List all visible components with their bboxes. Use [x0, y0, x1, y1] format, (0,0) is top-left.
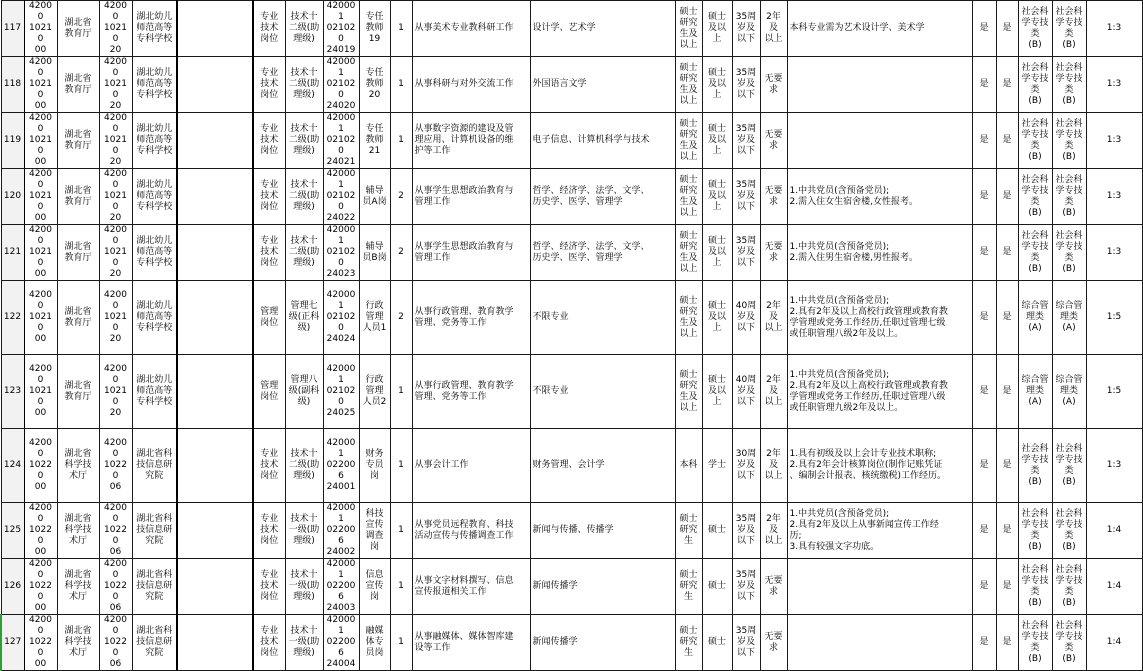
exam-category-1-cell[interactable]: 社会科 学专技 类 (B) [1018, 503, 1052, 559]
department-code-cell[interactable]: 42000 10210 00 [24, 281, 57, 355]
position-level-cell[interactable]: 技术十 一级(助 理级) [285, 503, 323, 559]
department-name-cell[interactable]: 湖北省 教育厅 [57, 57, 99, 113]
position-type-cell[interactable]: 专业 技术 岗位 [253, 559, 285, 615]
row-number-cell[interactable]: 118 [1, 57, 24, 113]
table-row [1, 113, 1142, 169]
other-requirements-cell[interactable]: 1.具有初级及以上会计专业技术职称; 2.具有2年会计核算岗位(制作记账凭证 、编制会计报表、核统缴税)工作经历。 [787, 429, 972, 503]
flag-2-cell[interactable]: 是 [996, 281, 1018, 355]
interview-ratio-cell[interactable]: 1:5 [1086, 355, 1142, 429]
job-duty-cell[interactable]: 从事数字资源的建设及管 理应用、计算机设备的维 护等工作 [412, 113, 530, 169]
department-code-cell[interactable]: 42000 10210 00 [24, 355, 57, 429]
hiring-count-cell[interactable]: 1 [390, 113, 412, 169]
position-level-cell[interactable]: 技术十 二级(助 理级) [285, 225, 323, 281]
hidden-column-cell[interactable] [177, 225, 253, 281]
row-number-cell[interactable]: 117 [1, 1, 24, 57]
other-requirements-cell[interactable] [787, 615, 972, 671]
position-code-cell[interactable]: 420001 022006 24003 [323, 559, 359, 615]
hidden-column-cell[interactable] [177, 615, 253, 671]
position-code-cell[interactable]: 420001 022006 24004 [323, 615, 359, 671]
unit-code-cell[interactable]: 42000 10210 20 [99, 1, 132, 57]
hidden-column-cell[interactable] [177, 113, 253, 169]
age-requirement-cell[interactable]: 35周 岁及 以下 [732, 225, 760, 281]
other-requirements-cell[interactable]: 本科专业需为艺术设计学、美术学 [787, 1, 972, 57]
department-code-cell[interactable]: 42000 10220 00 [24, 429, 57, 503]
age-requirement-cell[interactable]: 35周 岁及 以下 [732, 57, 760, 113]
position-code-cell[interactable]: 420001 022006 24002 [323, 503, 359, 559]
interview-ratio-cell[interactable]: 1:3 [1086, 57, 1142, 113]
department-name-cell[interactable]: 湖北省 教育厅 [57, 113, 99, 169]
position-code-cell[interactable]: 420001 021020 24024 [323, 281, 359, 355]
education-requirement-cell[interactable]: 硕士 研究 生及 以上 [675, 355, 702, 429]
position-name-cell[interactable]: 专任 教师 19 [359, 1, 390, 57]
position-level-cell[interactable]: 技术十 二级(助 理级) [285, 113, 323, 169]
flag-1-cell[interactable]: 是 [972, 169, 996, 225]
hiring-count-cell[interactable]: 1 [390, 1, 412, 57]
flag-2-cell[interactable]: 是 [996, 57, 1018, 113]
hidden-column-cell[interactable] [177, 1, 253, 57]
position-type-cell[interactable]: 专业 技术 岗位 [253, 225, 285, 281]
exam-category-1-cell[interactable]: 社会科 学专技 类 (B) [1018, 615, 1052, 671]
experience-requirement-cell[interactable]: 无要 求 [760, 225, 787, 281]
row-number-cell[interactable]: 124 [1, 429, 24, 503]
flag-2-cell[interactable]: 是 [996, 1, 1018, 57]
education-requirement-cell[interactable]: 硕士 研究 生 [675, 559, 702, 615]
exam-category-2-cell[interactable]: 社会科 学专技 类 (B) [1052, 1, 1086, 57]
age-requirement-cell[interactable]: 35周 岁及 以下 [732, 559, 760, 615]
interview-ratio-cell[interactable]: 1:3 [1086, 225, 1142, 281]
department-name-cell[interactable]: 湖北省 教育厅 [57, 225, 99, 281]
hiring-count-cell[interactable]: 2 [390, 225, 412, 281]
table-row [1, 169, 1142, 225]
job-duty-cell[interactable]: 从事美术专业教科研工作 [412, 1, 530, 57]
position-level-cell[interactable]: 管理七 级(正科 级) [285, 281, 323, 355]
hiring-count-cell[interactable]: 2 [390, 169, 412, 225]
position-type-cell[interactable]: 专业 技术 岗位 [253, 1, 285, 57]
experience-requirement-cell[interactable]: 无要 求 [760, 169, 787, 225]
exam-category-1-cell[interactable]: 社会科 学专技 类 (B) [1018, 225, 1052, 281]
interview-ratio-cell[interactable]: 1:4 [1086, 503, 1142, 559]
major-requirement-cell[interactable]: 电子信息、计算机科学与技术 [530, 113, 675, 169]
interview-ratio-cell[interactable]: 1:4 [1086, 559, 1142, 615]
unit-code-cell[interactable]: 42000 10210 20 [99, 281, 132, 355]
interview-ratio-cell[interactable]: 1:3 [1086, 113, 1142, 169]
table-row [1, 503, 1142, 559]
experience-requirement-cell[interactable]: 2年及 以上 [760, 355, 787, 429]
unit-code-cell[interactable]: 42000 10210 20 [99, 113, 132, 169]
degree-requirement-cell[interactable]: 硕士 及以 上 [702, 57, 732, 113]
flag-2-cell[interactable]: 是 [996, 503, 1018, 559]
department-name-cell[interactable]: 湖北省 教育厅 [57, 169, 99, 225]
major-requirement-cell[interactable]: 财务管理、会计学 [530, 429, 675, 503]
hidden-column-cell[interactable] [177, 169, 253, 225]
education-requirement-cell[interactable]: 硕士 研究 生及 以上 [675, 169, 702, 225]
exam-category-1-cell[interactable]: 社会科 学专技 类 (B) [1018, 1, 1052, 57]
exam-category-1-cell[interactable]: 综合管 理类 (A) [1018, 281, 1052, 355]
other-requirements-cell[interactable]: 1.中共党员(含预备党员); 2.具有2年及以上高校行政管理或教育教 学管理或党务工作经历,任职过管理七级 或任职管理八级2年及以上。 [787, 281, 972, 355]
position-type-cell[interactable]: 专业 技术 岗位 [253, 57, 285, 113]
major-requirement-cell[interactable]: 设计学、艺术学 [530, 1, 675, 57]
exam-category-2-cell[interactable]: 综合管 理类 (A) [1052, 355, 1086, 429]
position-name-cell[interactable]: 科技 宣传 调查 岗 [359, 503, 390, 559]
exam-category-2-cell[interactable]: 综合管 理类 (A) [1052, 281, 1086, 355]
degree-requirement-cell[interactable]: 硕士 及以 上 [702, 113, 732, 169]
department-code-cell[interactable]: 42000 10210 00 [24, 113, 57, 169]
degree-requirement-cell[interactable]: 硕士 及以 上 [702, 355, 732, 429]
position-code-cell[interactable]: 420001 021020 24023 [323, 225, 359, 281]
interview-ratio-cell[interactable]: 1:3 [1086, 169, 1142, 225]
department-code-cell[interactable]: 42000 10220 00 [24, 559, 57, 615]
degree-requirement-cell[interactable]: 硕士 [702, 615, 732, 671]
major-requirement-cell[interactable]: 新闻传播学 [530, 559, 675, 615]
degree-requirement-cell[interactable]: 硕士 [702, 503, 732, 559]
job-duty-cell[interactable]: 从事行政管理、教育教学 管理、党务等工作 [412, 281, 530, 355]
position-code-cell[interactable]: 420001 021020 24021 [323, 113, 359, 169]
interview-ratio-cell[interactable]: 1:5 [1086, 281, 1142, 355]
exam-category-1-cell[interactable]: 社会科 学专技 类 (B) [1018, 429, 1052, 503]
flag-1-cell[interactable]: 是 [972, 281, 996, 355]
position-level-cell[interactable]: 技术十 二级(助 理级) [285, 1, 323, 57]
position-name-cell[interactable]: 财务 专员 岗 [359, 429, 390, 503]
education-requirement-cell[interactable]: 硕士 研究 生及 以上 [675, 1, 702, 57]
table-row [1, 559, 1142, 615]
hidden-column-cell[interactable] [177, 281, 253, 355]
position-code-cell[interactable]: 420001 021020 24025 [323, 355, 359, 429]
age-requirement-cell[interactable]: 35周 岁及 以下 [732, 169, 760, 225]
position-type-cell[interactable]: 专业 技术 岗位 [253, 113, 285, 169]
education-requirement-cell[interactable]: 硕士 研究 生及 以上 [675, 281, 702, 355]
hiring-count-cell[interactable]: 1 [390, 57, 412, 113]
unit-code-cell[interactable]: 42000 10210 20 [99, 57, 132, 113]
experience-requirement-cell[interactable]: 2年及 以上 [760, 503, 787, 559]
department-name-cell[interactable]: 湖北省 科学技 术厅 [57, 503, 99, 559]
other-requirements-cell[interactable]: 1.中共党员(含预备党员); 2.具有2年及以上从事新闻宣传工作经 历; 3.具有较强文字功底。 [787, 503, 972, 559]
other-requirements-cell[interactable] [787, 113, 972, 169]
experience-requirement-cell[interactable]: 无要 求 [760, 615, 787, 671]
position-type-cell[interactable]: 管理 岗位 [253, 355, 285, 429]
major-requirement-cell[interactable]: 不限专业 [530, 281, 675, 355]
hidden-column-cell[interactable] [177, 57, 253, 113]
age-requirement-cell[interactable]: 40周 岁及 以下 [732, 355, 760, 429]
age-requirement-cell[interactable]: 40周 岁及 以下 [732, 281, 760, 355]
position-code-cell[interactable]: 420001 021020 24020 [323, 57, 359, 113]
position-level-cell[interactable]: 技术十 二级(助 理级) [285, 169, 323, 225]
experience-requirement-cell[interactable]: 2年及 以上 [760, 429, 787, 503]
experience-requirement-cell[interactable]: 无要 求 [760, 113, 787, 169]
major-requirement-cell[interactable]: 不限专业 [530, 355, 675, 429]
position-level-cell[interactable]: 技术十 一级(助 理级) [285, 615, 323, 671]
unit-code-cell[interactable]: 42000 10210 20 [99, 169, 132, 225]
job-duty-cell[interactable]: 从事党员远程教育、科技 活动宣传与传播调查工作 [412, 503, 530, 559]
department-code-cell[interactable]: 42000 10210 00 [24, 169, 57, 225]
table-row [1, 429, 1142, 503]
table-row [1, 225, 1142, 281]
exam-category-2-cell[interactable]: 社会科 学专技 类 (B) [1052, 57, 1086, 113]
exam-category-2-cell[interactable]: 社会科 学专技 类 (B) [1052, 169, 1086, 225]
major-requirement-cell[interactable]: 新闻传播学 [530, 615, 675, 671]
position-name-cell[interactable]: 信息 宣传 岗 [359, 559, 390, 615]
education-requirement-cell[interactable]: 硕士 研究 生及 以上 [675, 113, 702, 169]
degree-requirement-cell[interactable]: 硕士 [702, 559, 732, 615]
position-level-cell[interactable]: 管理八 级(副科 级) [285, 355, 323, 429]
unit-code-cell[interactable]: 42000 10220 06 [99, 615, 132, 671]
flag-1-cell[interactable]: 是 [972, 503, 996, 559]
unit-name-cell[interactable]: 湖北幼儿 师范高等 专科学校 [132, 113, 177, 169]
education-requirement-cell[interactable]: 硕士 研究 生及 以上 [675, 57, 702, 113]
exam-category-2-cell[interactable]: 社会科 学专技 类 (B) [1052, 559, 1086, 615]
flag-1-cell[interactable]: 是 [972, 113, 996, 169]
experience-requirement-cell[interactable]: 2年及 以上 [760, 281, 787, 355]
job-duty-cell[interactable]: 从事学生思想政治教育与 管理工作 [412, 169, 530, 225]
unit-name-cell[interactable]: 湖北省科 技信息研 究院 [132, 429, 177, 503]
position-name-cell[interactable]: 专任 教师 21 [359, 113, 390, 169]
position-name-cell[interactable]: 辅导 员B岗 [359, 225, 390, 281]
department-name-cell[interactable]: 湖北省 教育厅 [57, 355, 99, 429]
flag-1-cell[interactable]: 是 [972, 57, 996, 113]
row-number-cell[interactable]: 121 [1, 225, 24, 281]
hiring-count-cell[interactable]: 1 [390, 615, 412, 671]
unit-name-cell[interactable]: 湖北幼儿 师范高等 专科学校 [132, 57, 177, 113]
other-requirements-cell[interactable] [787, 559, 972, 615]
position-code-cell[interactable]: 420001 021020 24019 [323, 1, 359, 57]
flag-1-cell[interactable]: 是 [972, 559, 996, 615]
experience-requirement-cell[interactable]: 无要 求 [760, 57, 787, 113]
age-requirement-cell[interactable]: 35周 岁及 以下 [732, 1, 760, 57]
table-row [1, 355, 1142, 429]
unit-name-cell[interactable]: 湖北幼儿 师范高等 专科学校 [132, 281, 177, 355]
department-code-cell[interactable]: 42000 10210 00 [24, 1, 57, 57]
major-requirement-cell[interactable]: 外国语言文学 [530, 57, 675, 113]
hiring-count-cell[interactable]: 1 [390, 503, 412, 559]
department-code-cell[interactable]: 42000 10210 00 [24, 225, 57, 281]
exam-category-2-cell[interactable]: 社会科 学专技 类 (B) [1052, 503, 1086, 559]
major-requirement-cell[interactable]: 哲学、经济学、法学、文学、 历史学、医学、管理学 [530, 169, 675, 225]
flag-2-cell[interactable]: 是 [996, 355, 1018, 429]
department-name-cell[interactable]: 湖北省 科学技 术厅 [57, 559, 99, 615]
other-requirements-cell[interactable] [787, 57, 972, 113]
hidden-column-cell[interactable] [177, 503, 253, 559]
experience-requirement-cell[interactable]: 2年及 以上 [760, 1, 787, 57]
row-number-cell[interactable]: 123 [1, 355, 24, 429]
flag-1-cell[interactable]: 是 [972, 615, 996, 671]
interview-ratio-cell[interactable]: 1:4 [1086, 615, 1142, 671]
department-name-cell[interactable]: 湖北省 教育厅 [57, 281, 99, 355]
flag-2-cell[interactable]: 是 [996, 559, 1018, 615]
position-code-cell[interactable]: 420001 022006 24001 [323, 429, 359, 503]
flag-2-cell[interactable]: 是 [996, 615, 1018, 671]
table-row [1, 281, 1142, 355]
unit-code-cell[interactable]: 42000 10220 06 [99, 559, 132, 615]
position-name-cell[interactable]: 融媒 体专 员岗 [359, 615, 390, 671]
job-duty-cell[interactable]: 从事行政管理、教育教学 管理、党务等工作 [412, 355, 530, 429]
position-type-cell[interactable]: 专业 技术 岗位 [253, 169, 285, 225]
flag-1-cell[interactable]: 是 [972, 225, 996, 281]
hidden-column-cell[interactable] [177, 355, 253, 429]
position-name-cell[interactable]: 专任 教师 20 [359, 57, 390, 113]
position-level-cell[interactable]: 技术十 一级(助 理级) [285, 559, 323, 615]
exam-category-1-cell[interactable]: 综合管 理类 (A) [1018, 355, 1052, 429]
education-requirement-cell[interactable]: 硕士 研究 生及 以上 [675, 225, 702, 281]
unit-code-cell[interactable]: 42000 10210 20 [99, 355, 132, 429]
position-level-cell[interactable]: 技术十 二级(助 理级) [285, 57, 323, 113]
exam-category-1-cell[interactable]: 社会科 学专技 类 (B) [1018, 169, 1052, 225]
major-requirement-cell[interactable]: 新闻与传播、传播学 [530, 503, 675, 559]
degree-requirement-cell[interactable]: 硕士 及以 上 [702, 225, 732, 281]
degree-requirement-cell[interactable]: 硕士 及以 上 [702, 1, 732, 57]
position-code-cell[interactable]: 420001 021020 24022 [323, 169, 359, 225]
department-name-cell[interactable]: 湖北省 教育厅 [57, 1, 99, 57]
degree-requirement-cell[interactable]: 硕士 及以 上 [702, 169, 732, 225]
degree-requirement-cell[interactable]: 学士 [702, 429, 732, 503]
job-duty-cell[interactable]: 从事学生思想政治教育与 管理工作 [412, 225, 530, 281]
position-name-cell[interactable]: 行政 管理 人员1 [359, 281, 390, 355]
other-requirements-cell[interactable]: 1.中共党员(含预备党员); 2.具有2年及以上高校行政管理或教育教 学管理或党务工作经历,任职过管理八级 或任职管理九级2年及以上。 [787, 355, 972, 429]
exam-category-1-cell[interactable]: 社会科 学专技 类 (B) [1018, 559, 1052, 615]
job-duty-cell[interactable]: 从事科研与对外交流工作 [412, 57, 530, 113]
row-number-cell[interactable]: 126 [1, 559, 24, 615]
unit-name-cell[interactable]: 湖北幼儿 师范高等 专科学校 [132, 225, 177, 281]
row-number-cell[interactable]: 122 [1, 281, 24, 355]
hidden-column-cell[interactable] [177, 429, 253, 503]
job-duty-cell[interactable]: 从事文字材料撰写、信息 宣传报道相关工作 [412, 559, 530, 615]
unit-name-cell[interactable]: 湖北省科 技信息研 究院 [132, 559, 177, 615]
age-requirement-cell[interactable]: 30周 岁及 以下 [732, 429, 760, 503]
exam-category-1-cell[interactable]: 社会科 学专技 类 (B) [1018, 57, 1052, 113]
department-name-cell[interactable]: 湖北省 科学技 术厅 [57, 429, 99, 503]
table-row [1, 57, 1142, 113]
major-requirement-cell[interactable]: 哲学、经济学、法学、文学、 历史学、医学、管理学 [530, 225, 675, 281]
unit-code-cell[interactable]: 42000 10220 06 [99, 429, 132, 503]
hiring-count-cell[interactable]: 1 [390, 559, 412, 615]
unit-name-cell[interactable]: 湖北幼儿 师范高等 专科学校 [132, 1, 177, 57]
exam-category-1-cell[interactable]: 社会科 学专技 类 (B) [1018, 113, 1052, 169]
row-number-cell[interactable]: 127 [1, 615, 24, 671]
department-code-cell[interactable]: 42000 10220 00 [24, 503, 57, 559]
position-name-cell[interactable]: 辅导 员A岗 [359, 169, 390, 225]
flag-1-cell[interactable]: 是 [972, 429, 996, 503]
other-requirements-cell[interactable]: 1.中共党员(含预备党员); 2.需入住男生宿舍楼,男性报考。 [787, 225, 972, 281]
flag-1-cell[interactable]: 是 [972, 355, 996, 429]
row-number-cell[interactable]: 120 [1, 169, 24, 225]
position-type-cell[interactable]: 专业 技术 岗位 [253, 429, 285, 503]
flag-1-cell[interactable]: 是 [972, 1, 996, 57]
exam-category-2-cell[interactable]: 社会科 学专技 类 (B) [1052, 615, 1086, 671]
hiring-count-cell[interactable]: 2 [390, 281, 412, 355]
education-requirement-cell[interactable]: 本科 [675, 429, 702, 503]
unit-name-cell[interactable]: 湖北幼儿 师范高等 专科学校 [132, 169, 177, 225]
flag-2-cell[interactable]: 是 [996, 225, 1018, 281]
unit-code-cell[interactable]: 42000 10220 06 [99, 503, 132, 559]
flag-2-cell[interactable]: 是 [996, 429, 1018, 503]
unit-code-cell[interactable]: 42000 10210 20 [99, 225, 132, 281]
table-row [1, 615, 1142, 671]
job-duty-cell[interactable]: 从事会计工作 [412, 429, 530, 503]
interview-ratio-cell[interactable]: 1:3 [1086, 429, 1142, 503]
hiring-count-cell[interactable]: 1 [390, 355, 412, 429]
department-name-cell[interactable]: 湖北省 科学技 术厅 [57, 615, 99, 671]
degree-requirement-cell[interactable]: 硕士 及以 上 [702, 281, 732, 355]
row-number-cell[interactable]: 125 [1, 503, 24, 559]
position-name-cell[interactable]: 行政 管理 人员2 [359, 355, 390, 429]
exam-category-2-cell[interactable]: 社会科 学专技 类 (B) [1052, 225, 1086, 281]
department-code-cell[interactable]: 42000 10220 00 [24, 615, 57, 671]
interview-ratio-cell[interactable]: 1:3 [1086, 1, 1142, 57]
flag-2-cell[interactable]: 是 [996, 113, 1018, 169]
position-type-cell[interactable]: 专业 技术 岗位 [253, 503, 285, 559]
department-code-cell[interactable]: 42000 10210 00 [24, 57, 57, 113]
hiring-count-cell[interactable]: 1 [390, 429, 412, 503]
position-type-cell[interactable]: 专业 技术 岗位 [253, 615, 285, 671]
experience-requirement-cell[interactable]: 无要 求 [760, 559, 787, 615]
unit-name-cell[interactable]: 湖北幼儿 师范高等 专科学校 [132, 355, 177, 429]
position-type-cell[interactable]: 管理 岗位 [253, 281, 285, 355]
table-row [1, 1, 1142, 57]
unit-name-cell[interactable]: 湖北省科 技信息研 究院 [132, 615, 177, 671]
flag-2-cell[interactable]: 是 [996, 169, 1018, 225]
education-requirement-cell[interactable]: 硕士 研究 生 [675, 503, 702, 559]
unit-name-cell[interactable]: 湖北省科 技信息研 究院 [132, 503, 177, 559]
row-number-cell[interactable]: 119 [1, 113, 24, 169]
age-requirement-cell[interactable]: 35周 岁及 以下 [732, 615, 760, 671]
position-level-cell[interactable]: 技术十 二级(助 理级) [285, 429, 323, 503]
other-requirements-cell[interactable]: 1.中共党员(含预备党员); 2.需入住女生宿舍楼,女性报考。 [787, 169, 972, 225]
education-requirement-cell[interactable]: 硕士 研究 生 [675, 615, 702, 671]
exam-category-2-cell[interactable]: 社会科 学专技 类 (B) [1052, 429, 1086, 503]
job-duty-cell[interactable]: 从事融媒体、媒体智库建 设等工作 [412, 615, 530, 671]
exam-category-2-cell[interactable]: 社会科 学专技 类 (B) [1052, 113, 1086, 169]
hidden-column-cell[interactable] [177, 559, 253, 615]
age-requirement-cell[interactable]: 35周 岁及 以下 [732, 113, 760, 169]
age-requirement-cell[interactable]: 35周 岁及 以下 [732, 503, 760, 559]
